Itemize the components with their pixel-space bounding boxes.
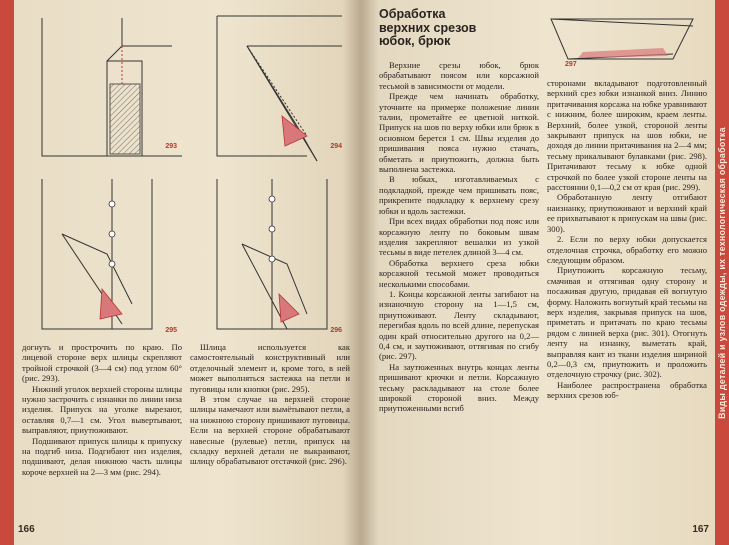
paragraph: В этом случае на верхней стороне шлицы намечают или вымётывают петли, а на нижнюю сторону пришивают пуговицы. Если на верхней стороне обрабатывают навесные (рулевые) петли, припуск на складку верхней детали не выкраивают, шлицу обрабатывают отстачкой (рис. 296). <box>190 394 350 467</box>
paragraph: При всех видах обработки под пояс или корсажную ленту по боковым швам изделия закрепляют вешалки из узкой тесьмы в виде петелек длиной 3—4 см. <box>379 216 539 258</box>
figure-294 <box>187 6 352 174</box>
paragraph: Приутюжить корсажную тесьму, смачивая и оттягивая одну сторону и посаживая другую, придавая ей вогнутую форму. Наложить вогнутый край тесьмы на верх изделия, закрывая припуск на шов, приметать и притачать по краю тесьмы рядом с линией верха (рис. 301). Отогнуть ленту на изнанку, выметать край, выправляя кант из ткани изделия шириной 0,2—0,3 см, приутюжить и проложить отделочную строчку (рис. 302). <box>547 265 707 380</box>
right-page <box>365 0 729 545</box>
right-column-2 <box>547 78 707 401</box>
left-column-2 <box>190 342 350 467</box>
figure-296 <box>187 174 352 342</box>
paragraph: Наиболее распространена обработка верхних срезов юб- <box>547 379 707 401</box>
figure-296-number: 296 <box>330 327 342 334</box>
figure-295 <box>22 174 187 342</box>
left-sidebar <box>0 0 14 545</box>
right-sidebar <box>715 0 729 545</box>
figure-297-number: 297 <box>565 61 577 68</box>
paragraph: Обработка верхнего среза юбки корсажной тесьмой может проводиться несколькими способами. <box>379 257 539 289</box>
paragraph: Прежде чем начинать обработку, уточните на примерке положение линии талии, прометайте ее цветной ниткой. Припуск на шов по верху юбки или брюк в основном берется 1 см. Швы изделия до пришивания пояса нужно стачать, обметать и приутюжить, должна быть выполнена застежка. <box>379 91 539 175</box>
section-title: Обработка верхних срезов юбок, брюк <box>379 7 477 48</box>
page-number-left: 166 <box>18 524 35 535</box>
paragraph: догнуть и прострочить по краю. По лицевой стороне верх шлицы скрепляют тройной строчкой (3—4 см) под углом 60° (рис. 293). <box>22 342 182 384</box>
paragraph: 2. Если по верху юбки допускается отделочная строчка, обработку его можно следующим образом. <box>547 234 707 265</box>
figures-grid <box>22 6 352 342</box>
paragraph: 1. Концы корсажной ленты загибают на изнаночную сторону на 1—1,5 см, приутюживают. Ленту складывают, перегибая вдоль по всей длине, перепуская один край относительно другого на 0,2—0,4 см, и заутюживают, оттягивая по сгибу (рис. 297). <box>379 288 539 362</box>
left-page <box>0 0 362 545</box>
left-column-1 <box>22 342 182 477</box>
paragraph: Нижний уголок верхней стороны шлицы нужно застрочить с изнанки по линии низа изделия. Припуск на уголке вырезают, оставляя 0,7—1 см. Угол вывертывают, выправляют, приутюживают. <box>22 383 182 436</box>
figure-294-number: 294 <box>330 143 342 150</box>
paragraph: Верхние срезы юбок, брюк обрабатывают поясом или корсажной тесьмой в зависимости от модели. <box>379 60 539 91</box>
figure-295-number: 295 <box>165 327 177 334</box>
figure-297 <box>543 4 698 66</box>
figure-293-number: 293 <box>165 143 177 150</box>
page-number-right: 167 <box>692 524 709 535</box>
paragraph: Обработанную ленту отгибают наизнанку, приутюживают и верхний край ее прихватывают к припускам на швы (рис. 300). <box>547 192 707 234</box>
right-sidebar-text: Виды деталей и узлов одежды, их технологическая обработка <box>717 127 727 419</box>
paragraph: сторонами вкладывают подготовленный верхний срез юбки изнанкой вниз. Линию притачивания корсажа на юбке уравнивают с нижним, более широким, краем ленты. Верхний, более узкой, стороной ленты закрывают припуск на шов юбки, не доходя до линии притачивания на 2—4 мм; тесьму прикалывают булавками (рис. 298). Притачивают тесьму к юбке одной строчкой по более узкой стороне ленты на расстоянии 0,1—0,2 см от края (рис. 299). <box>547 78 707 193</box>
paragraph: На заутюженных внутрь концах ленты пришивают крючки и петли. Корсажную тесьму раскладывают на столе более широкой стороной вниз. Между приутюженными всгиб <box>379 361 539 414</box>
right-column-1 <box>379 60 539 414</box>
figure-293 <box>22 6 187 174</box>
paragraph: Подшивают припуск шлицы к припуску на подгиб низа. Подгибают низ изделия, подшивают, делая нижнюю часть шлицы короче верхней на 2—3 мм (рис. 294). <box>22 435 182 477</box>
paragraph: В юбках, изготавливаемых с подкладкой, прежде чем пришивать пояс, прикрепите подкладку к верхнему срезу юбки и вдоль застежки. <box>379 174 539 216</box>
paragraph: Шлица используется как самостоятельный конструктивный или отделочный элемент и, кроме того, в ней может выполняться застежка на петли и пуговицы или кнопки (рис. 295). <box>190 342 350 394</box>
